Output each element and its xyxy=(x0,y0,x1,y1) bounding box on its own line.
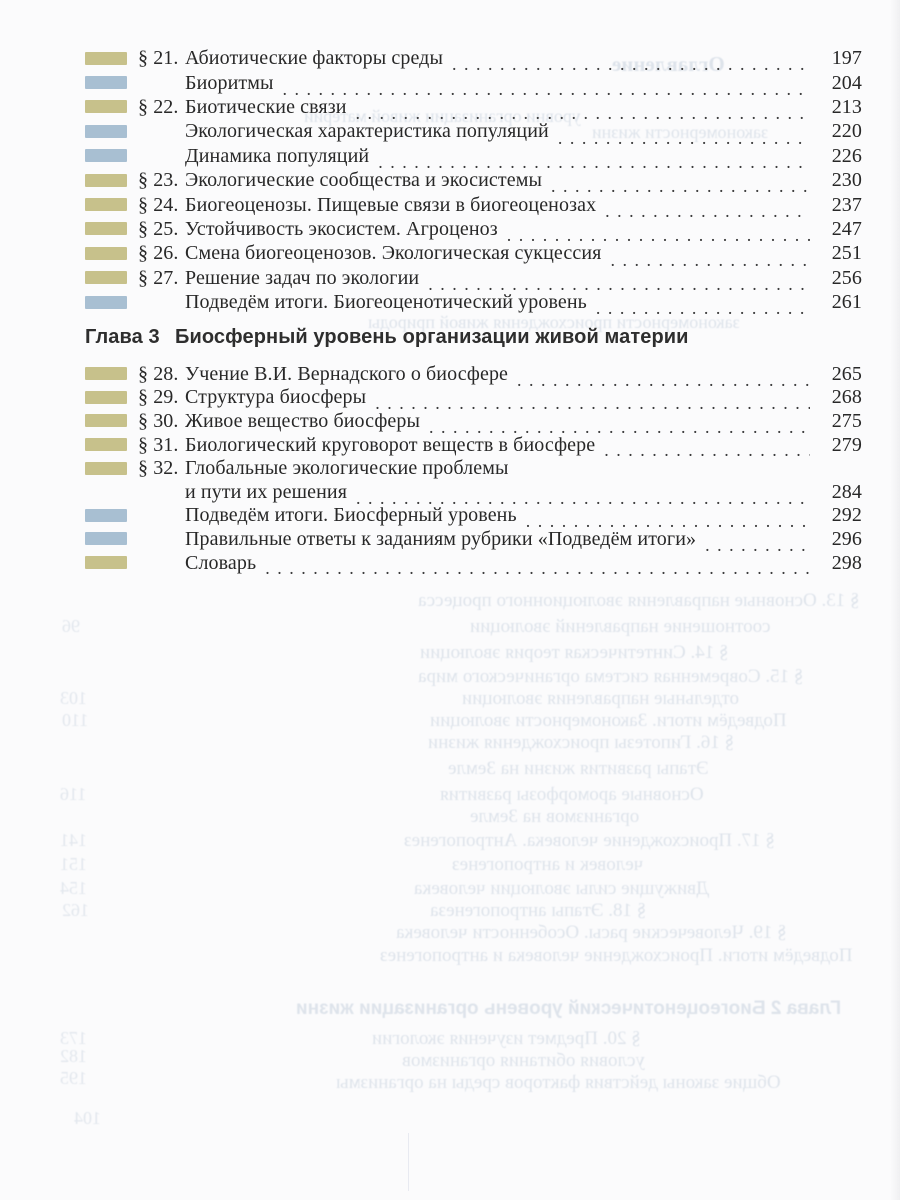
bleedthrough-text-line: закономерности жизни xyxy=(592,122,769,142)
dot-leader xyxy=(507,225,810,241)
bleedthrough-text-line: Подведём итоги. Закономерности эволюции xyxy=(430,710,787,731)
toc-entry xyxy=(85,192,862,216)
bleedthrough-text-line: Движущие силы эволюции человека xyxy=(414,878,710,899)
bleedthrough-page-number: 110 xyxy=(62,710,89,730)
section-color-marker-olive xyxy=(85,556,127,569)
bleedthrough-text-line: § 15. Современная система органического мира xyxy=(418,666,804,687)
section-title: Биогеоценозы. Пищевые связи в биогеоценозах xyxy=(185,193,597,216)
section-color-marker-blue xyxy=(85,76,127,89)
page-number: 251 xyxy=(831,242,862,265)
toc-entry xyxy=(85,527,862,551)
section-number: § 21. xyxy=(138,47,179,70)
dot-leader xyxy=(429,417,810,433)
section-title: Динамика популяций xyxy=(185,144,370,167)
page-number: 292 xyxy=(831,504,862,527)
section-title: Глобальные экологические проблемы xyxy=(185,457,509,480)
section-title: Живое вещество биосферы xyxy=(185,409,421,432)
toc-entry xyxy=(85,241,862,265)
section-color-marker-olive xyxy=(85,414,127,427)
section-color-marker-olive xyxy=(85,222,127,235)
section-title: Структура биосферы xyxy=(185,386,367,409)
bleedthrough-text-line: Подведём итоги. Происхождение человека и антропогенез xyxy=(380,945,853,966)
dot-leader xyxy=(356,488,810,504)
section-number: § 24. xyxy=(138,193,179,216)
chapter-heading xyxy=(85,326,862,349)
section-color-marker-blue xyxy=(85,125,127,138)
page-number: 298 xyxy=(831,551,862,574)
dot-leader xyxy=(604,440,810,456)
bleedthrough-text-line: Глава 2 Биогеоценотический уровень организации жизни xyxy=(296,998,842,1019)
section-number: § 30. xyxy=(138,409,179,432)
toc-entry xyxy=(85,144,862,168)
bleedthrough-text-line: организмов на Земле xyxy=(470,806,640,827)
page-number: 265 xyxy=(831,362,862,385)
section-color-marker-blue xyxy=(85,296,127,309)
toc-section-chapter2-entries xyxy=(85,46,862,314)
dot-leader xyxy=(596,298,810,314)
toc-entry xyxy=(85,504,862,528)
section-title: Учение В.И. Вернадского о биосфере xyxy=(185,362,509,385)
section-title: Экологические сообщества и экосистемы xyxy=(185,169,542,192)
bleedthrough-page-number: 151 xyxy=(60,854,87,874)
section-color-marker-blue xyxy=(85,509,127,522)
bleedthrough-page-number: 195 xyxy=(60,1068,87,1088)
bleedthrough-text-line: § 14. Синтетическая теория эволюции xyxy=(420,642,729,663)
page-number: 197 xyxy=(831,47,862,70)
bleedthrough-page-number: 154 xyxy=(60,878,87,898)
dot-leader xyxy=(356,103,810,119)
bleedthrough-page-number: 96 xyxy=(62,616,80,636)
page-number: 247 xyxy=(831,217,862,240)
section-title: и пути их решения xyxy=(185,480,348,503)
section-color-marker-olive xyxy=(85,438,127,451)
page-number: 237 xyxy=(831,193,862,216)
section-title: Смена биогеоценозов. Экологическая сукцессия xyxy=(185,242,602,265)
bleedthrough-text-line: уровни организации живой материи xyxy=(304,106,581,126)
toc-entry xyxy=(85,217,862,241)
section-number: § 26. xyxy=(138,242,179,265)
dot-leader xyxy=(265,558,810,574)
bleedthrough-page-number: 173 xyxy=(60,1028,87,1048)
section-number: § 29. xyxy=(138,386,179,409)
dot-leader xyxy=(283,79,810,95)
bleedthrough-text-line: § 13. Основные направления эволюционного процесса xyxy=(418,590,860,611)
page-number: 256 xyxy=(831,266,862,289)
page-number: 279 xyxy=(831,433,862,456)
bleedthrough-page-number: 104 xyxy=(74,1108,101,1128)
bleedthrough-text-line: Этапы развития жизни на Земле xyxy=(448,758,709,779)
dot-leader xyxy=(558,128,810,144)
section-title: Биоритмы xyxy=(185,71,274,94)
section-number: § 25. xyxy=(138,217,179,240)
section-number: § 23. xyxy=(138,169,179,192)
page-number: 226 xyxy=(831,144,862,167)
bleedthrough-page-number: 116 xyxy=(60,784,87,804)
section-title: Решение задач по экологии xyxy=(185,266,420,289)
dot-leader xyxy=(705,535,810,551)
section-color-marker-olive xyxy=(85,367,127,380)
page-number: 284 xyxy=(831,480,862,503)
bleedthrough-text-line: Основные ароморфозы развития xyxy=(440,784,704,805)
section-title: Биологический круговорот веществ в биосфере xyxy=(185,433,596,456)
bleedthrough-page-number: 103 xyxy=(60,688,87,708)
bleedthrough-text-line: отдельные направления эволюции xyxy=(462,688,740,709)
dot-leader xyxy=(452,54,810,70)
section-number: § 22. xyxy=(138,95,179,118)
bleedthrough-text-line: § 20. Предмет изучения экологии xyxy=(372,1028,641,1049)
section-color-marker-olive xyxy=(85,462,127,475)
dot-leader xyxy=(551,176,810,192)
section-number: § 32. xyxy=(138,457,179,480)
toc-entry xyxy=(85,456,862,480)
section-title: Подведём итоги. Биогеоценотический уровень xyxy=(185,291,587,314)
bleedthrough-text-line: § 17. Происхождение человека. Антропогенез xyxy=(404,830,775,851)
bleedthrough-text-line: Общие законы действия факторов среды на организмы xyxy=(336,1072,781,1093)
toc-entry xyxy=(85,119,862,143)
page-number: 220 xyxy=(831,120,862,143)
dot-leader xyxy=(375,393,810,409)
section-color-marker-olive xyxy=(85,271,127,284)
toc-entry xyxy=(85,386,862,410)
toc-entry xyxy=(85,433,862,457)
toc-entry xyxy=(85,266,862,290)
toc-entry xyxy=(85,168,862,192)
dot-leader xyxy=(605,201,810,217)
section-color-marker-olive xyxy=(85,174,127,187)
bleedthrough-text-line: соотношение направлений эволюции xyxy=(470,616,771,637)
bleedthrough-text-line: § 18. Этапы антропогенеза xyxy=(430,900,647,921)
bleedthrough-text-line: человек и антропогенез xyxy=(452,854,644,875)
section-number: § 31. xyxy=(138,433,179,456)
section-title: Подведём итоги. Биосферный уровень xyxy=(185,504,517,527)
chapter-title: Биосферный уровень организации живой материи xyxy=(175,326,689,348)
toc-section-chapter3-entries xyxy=(85,362,862,574)
page-number: 296 xyxy=(831,527,862,550)
toc-entry xyxy=(85,46,862,70)
bleedthrough-page-number: 141 xyxy=(60,830,87,850)
section-number: § 28. xyxy=(138,362,179,385)
page-number: 230 xyxy=(831,169,862,192)
page-number: 204 xyxy=(831,71,862,94)
section-title: Устойчивость экосистем. Агроценоз xyxy=(185,217,498,240)
page-number: 275 xyxy=(831,409,862,432)
bleedthrough-text-line: условия обитания организмов xyxy=(402,1050,645,1071)
toc-entry xyxy=(85,290,862,314)
dot-leader xyxy=(378,152,810,168)
bleedthrough-page-number: 182 xyxy=(60,1046,87,1066)
section-color-marker-olive xyxy=(85,247,127,260)
section-title: Абиотические факторы среды xyxy=(185,47,444,70)
page-number: 268 xyxy=(831,386,862,409)
dot-leader xyxy=(428,274,810,290)
toc-entry xyxy=(85,551,862,575)
section-title: Биотические связи xyxy=(185,95,347,118)
bleedthrough-page-number: 162 xyxy=(62,900,89,920)
toc-entry xyxy=(85,70,862,94)
toc-entry xyxy=(85,480,862,504)
bleedthrough-text-line: § 19. Человеческие расы. Особенности человека xyxy=(396,922,787,943)
bleedthrough-text-line: Оглавление xyxy=(612,52,725,76)
page-number: 213 xyxy=(831,95,862,118)
section-title: Экологическая характеристика популяций xyxy=(185,120,549,143)
toc-entry xyxy=(85,409,862,433)
section-number: § 27. xyxy=(138,266,179,289)
section-color-marker-olive xyxy=(85,198,127,211)
section-title: Правильные ответы к заданиям рубрики «Подведём итоги» xyxy=(185,527,697,550)
bleedthrough-text-line: закономерности происхождения живой природы xyxy=(368,312,740,332)
section-color-marker-olive xyxy=(85,100,127,113)
section-title: Словарь xyxy=(185,551,257,574)
dot-leader xyxy=(517,370,810,386)
dot-leader xyxy=(526,511,810,527)
section-color-marker-olive xyxy=(85,52,127,65)
section-color-marker-blue xyxy=(85,149,127,162)
dot-leader xyxy=(610,250,810,266)
bleedthrough-text-line: § 16. Гипотезы происхождения жизни xyxy=(428,732,735,753)
toc-entry xyxy=(85,362,862,386)
page-number: 261 xyxy=(831,291,862,314)
chapter-number: Глава 3 xyxy=(85,326,160,348)
section-color-marker-blue xyxy=(85,532,127,545)
toc-entry xyxy=(85,95,862,119)
section-color-marker-olive xyxy=(85,391,127,404)
